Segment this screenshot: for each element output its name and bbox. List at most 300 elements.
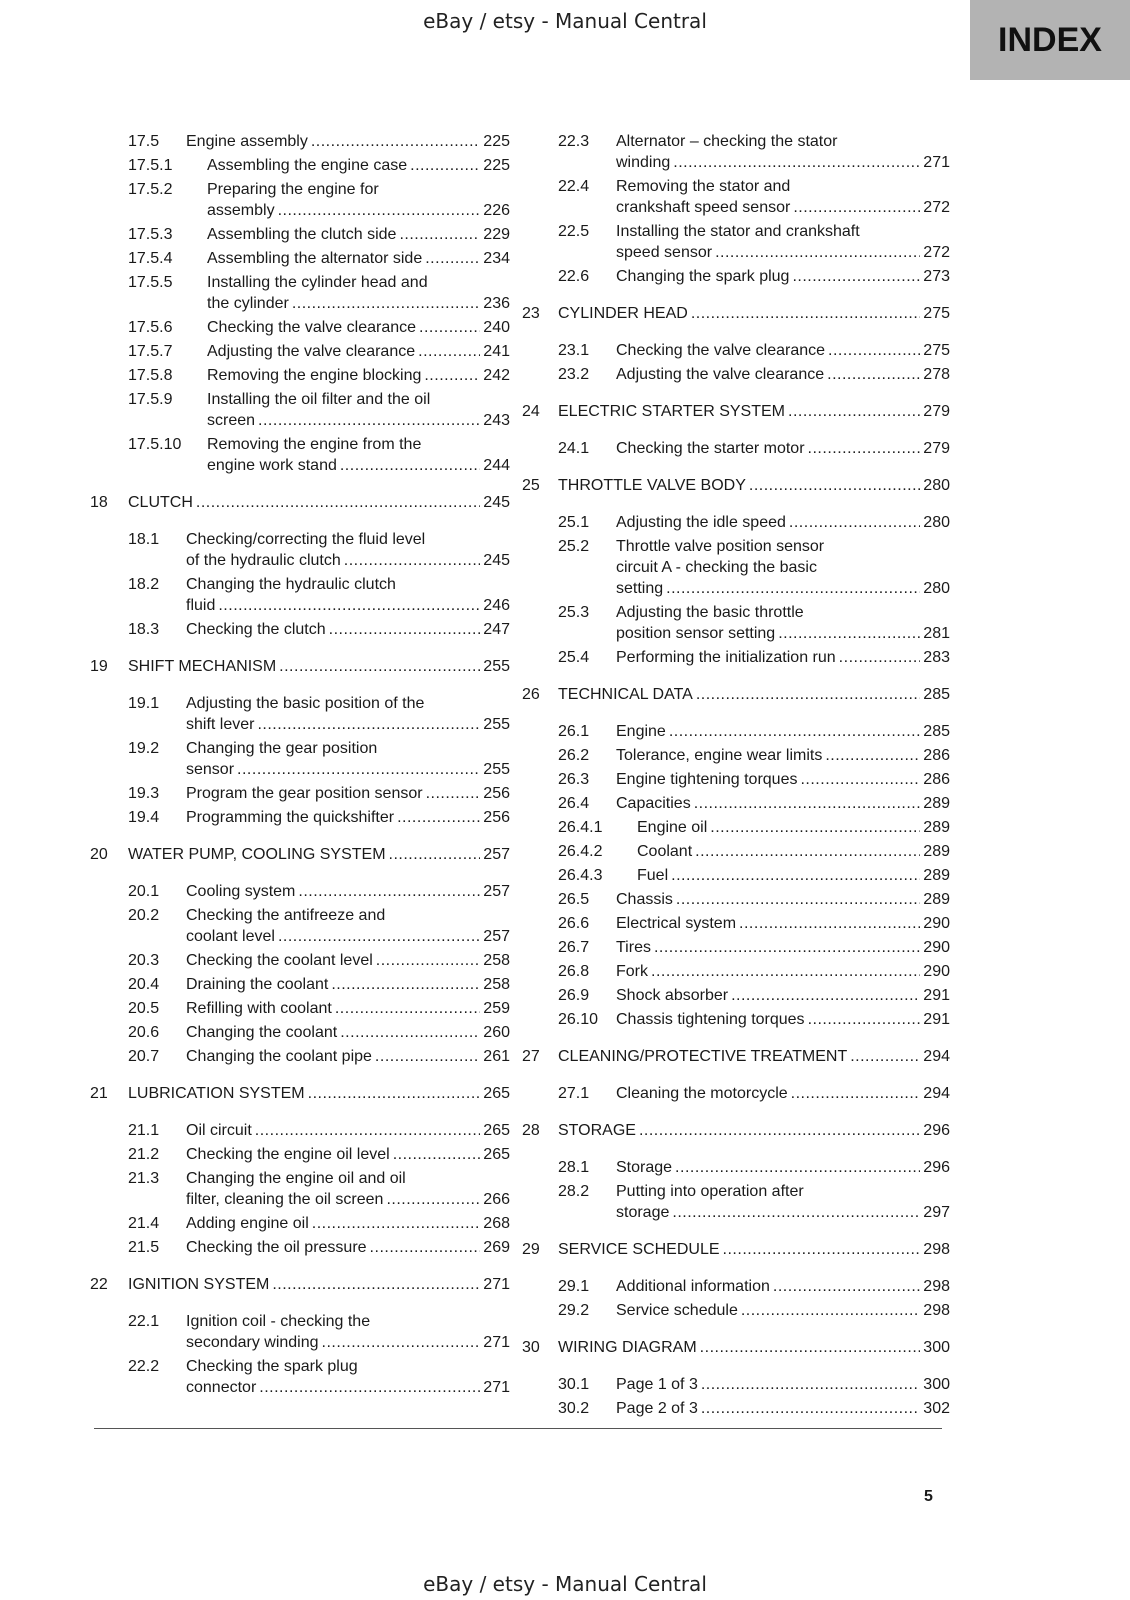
toc-entry[interactable] [90,807,510,828]
toc-entry-title: LUBRICATION SYSTEM [128,1085,305,1102]
toc-entry-page: 296 [923,1122,950,1139]
toc-entry-page: 280 [923,580,950,597]
footer-text: eBay / etsy - Manual Central [423,1572,707,1596]
toc-entry[interactable] [528,1398,950,1419]
toc-entry-number: 26.9 [558,987,590,1004]
toc-entry-page: 260 [483,1024,510,1041]
toc-entry[interactable] [90,224,510,245]
toc-entry[interactable] [522,475,950,496]
dot-leader [675,1157,920,1178]
dot-leader [701,1398,920,1419]
toc-entry-page: 285 [923,686,950,703]
toc-entry-page: 259 [483,1000,510,1017]
toc-entry[interactable] [528,889,950,910]
toc-entry-page: 256 [483,785,510,802]
toc-entry-title: Assembling the engine case [207,157,408,174]
toc-entry[interactable] [90,974,510,995]
toc-entry-number: 28 [522,1122,540,1139]
index-tab: INDEX [970,0,1130,80]
toc-entry[interactable] [90,434,510,476]
dot-leader [393,1144,481,1165]
toc-entry[interactable] [528,1083,950,1104]
toc-entry-title: STORAGE [558,1122,636,1139]
toc-entry-number: 21.2 [128,1146,160,1163]
toc-entry[interactable] [90,1022,510,1043]
dot-leader [741,1300,920,1321]
toc-entry-page: 236 [483,295,510,312]
toc-entry-page: 245 [483,494,510,511]
toc-entry[interactable] [90,365,510,386]
toc-entry-title: secondary winding [186,1334,319,1351]
toc-entry[interactable] [522,684,950,705]
toc-entry-page: 280 [923,514,950,531]
toc-entry-title: Checking the oil pressure [186,1239,367,1256]
toc-entry-title: Adjusting the basic throttle [616,604,804,621]
toc-entry[interactable] [528,176,950,218]
toc-entry-title: connector [186,1379,257,1396]
dot-leader [696,684,920,705]
toc-entry[interactable] [90,783,510,804]
toc-entry-number: 25.2 [558,538,590,555]
toc-entry-page: 255 [483,761,510,778]
toc-entry-title: Removing the engine blocking [207,367,422,384]
toc-entry-number: 30.2 [558,1400,590,1417]
toc-entry[interactable] [90,693,510,735]
toc-entry-number: 21.1 [128,1122,160,1139]
dot-leader [710,817,920,838]
toc-entry[interactable] [90,1213,510,1234]
toc-entry-title: Refilling with coolant [186,1000,332,1017]
dot-leader [279,656,480,677]
toc-entry-number: 22.5 [558,223,590,240]
dot-leader [335,998,480,1019]
toc-entry[interactable] [90,155,510,176]
dot-leader [426,783,481,804]
toc-entry[interactable] [528,1157,950,1178]
toc-entry[interactable] [528,745,950,766]
dot-leader [292,293,480,314]
dot-leader [259,1377,480,1398]
dot-leader [793,197,920,218]
dot-leader [778,623,920,644]
toc-entry-title: Shock absorber [616,987,729,1004]
toc-entry[interactable] [528,1374,950,1395]
toc-entry-title: Adding engine oil [186,1215,309,1232]
toc-entry[interactable] [90,389,510,431]
toc-entry-page: 269 [483,1239,510,1256]
toc-entry-page: 234 [483,250,510,267]
toc-entry-number: 26.10 [558,1011,599,1028]
toc-entry-number: 28.2 [558,1183,590,1200]
toc-entry-page: 225 [483,133,510,150]
toc-entry-number: 23.1 [558,342,590,359]
toc-entry[interactable] [90,317,510,338]
dot-leader [825,745,920,766]
toc-entry-number: 26.4 [558,795,590,812]
dot-leader [669,721,920,742]
toc-entry-title: TECHNICAL DATA [558,686,693,703]
dot-leader [839,647,921,668]
toc-entry-title: Engine assembly [186,133,308,150]
toc-entry-number: 26.2 [558,747,590,764]
toc-entry-number: 26.1 [558,723,590,740]
toc-entry-number: 26.5 [558,891,590,908]
toc-entry-number: 24 [522,403,540,420]
toc-entry-page: 258 [483,976,510,993]
toc-entry[interactable] [528,1009,950,1030]
toc-entry[interactable] [528,131,950,173]
toc-entry-number: 30.1 [558,1376,590,1393]
toc-entry-title: assembly [207,202,275,219]
toc-entry-title: speed sensor [616,244,713,261]
toc-entry-title: Tires [616,939,651,956]
toc-entry[interactable] [522,1239,950,1260]
toc-entry-title: Installing the cylinder head and [207,274,428,291]
toc-entry[interactable] [90,881,510,902]
toc-entry-page: 257 [483,928,510,945]
toc-entry-title: Page 2 of 3 [616,1400,698,1417]
toc-entry-number: 18.3 [128,621,160,638]
dot-leader [671,865,920,886]
toc-entry-number: 26.3 [558,771,590,788]
dot-leader [418,341,480,362]
toc-entry-page: 290 [923,963,950,980]
toc-entry-number: 20.7 [128,1048,160,1065]
toc-entry-number: 21.5 [128,1239,160,1256]
toc-entry-title: Programming the quickshifter [186,809,395,826]
toc-entry-page: 291 [923,1011,950,1028]
toc-entry-title: Chassis [616,891,673,908]
toc-entry-number: 22.2 [128,1358,160,1375]
toc-entry-page: 241 [483,343,510,360]
dot-leader [397,807,480,828]
toc-entry[interactable] [90,1083,510,1104]
toc-entry-number: 29.1 [558,1278,590,1295]
toc-entry-page: 280 [923,477,950,494]
toc-entry-title: shift lever [186,716,255,733]
toc-entry-title: SERVICE SCHEDULE [558,1241,720,1258]
toc-entry-page: 291 [923,987,950,1004]
toc-entry[interactable] [528,364,950,385]
toc-entry[interactable] [528,1181,950,1223]
toc-entry-page: 240 [483,319,510,336]
toc-entry[interactable] [90,656,510,677]
toc-entry-page: 255 [483,716,510,733]
toc-entry-number: 22.1 [128,1313,160,1330]
toc-entry-page: 286 [923,771,950,788]
toc-entry-number: 26.4.3 [558,867,603,884]
toc-entry-title: setting [616,580,664,597]
dot-leader [424,365,480,386]
toc-entry-title: Assembling the clutch side [207,226,397,243]
toc-entry-page: 283 [923,649,950,666]
toc-entry[interactable] [528,266,950,287]
dot-leader [311,131,480,152]
toc-entry[interactable] [528,512,950,533]
page-number: 5 [924,1488,933,1505]
toc-entry-number: 30 [522,1339,540,1356]
toc-entry[interactable] [90,272,510,314]
toc-entry-title: Chassis tightening torques [616,1011,805,1028]
toc-entry-number: 18 [90,494,108,511]
toc-entry-number: 17.5.8 [128,367,173,384]
toc-entry-title: Installing the stator and crankshaft [616,223,860,240]
dot-leader [666,578,920,599]
toc-entry-page: 255 [483,658,510,675]
toc-entry-title: sensor [186,761,235,778]
toc-entry-title: Page 1 of 3 [616,1376,698,1393]
dot-leader [370,1237,481,1258]
toc-entry[interactable] [528,647,950,668]
toc-entry[interactable] [90,1356,510,1398]
toc-entry-title: Engine oil [637,819,708,836]
toc-entry[interactable] [528,340,950,361]
dot-leader [376,950,481,971]
dot-leader [792,266,920,287]
toc-entry[interactable] [528,438,950,459]
toc-entry[interactable] [528,721,950,742]
dot-leader [723,1239,921,1260]
toc-entry[interactable] [528,913,950,934]
toc-entry[interactable] [90,950,510,971]
toc-entry-title: Coolant [637,843,693,860]
toc-entry-page: 298 [923,1241,950,1258]
toc-entry-number: 19 [90,658,108,675]
toc-entry-number: 17.5.10 [128,436,182,453]
toc-entry-page: 296 [923,1159,950,1176]
toc-entry-page: 271 [483,1379,510,1396]
toc-entry[interactable] [90,492,510,513]
toc-entry-title: Putting into operation after [616,1183,804,1200]
toc-entry[interactable] [528,1300,950,1321]
toc-entry[interactable] [90,341,510,362]
toc-entry[interactable] [522,1120,950,1141]
toc-entry[interactable] [528,865,950,886]
toc-entry-number: 25 [522,477,540,494]
toc-entry[interactable] [528,536,950,599]
toc-entry-page: 286 [923,747,950,764]
toc-entry-number: 20.3 [128,952,160,969]
toc-entry-number: 27.1 [558,1085,590,1102]
dot-leader [340,1022,480,1043]
toc-entry-title: coolant level [186,928,275,945]
toc-entry-title: Throttle valve position sensor [616,538,825,555]
toc-entry[interactable] [522,1046,950,1067]
toc-entry[interactable] [528,817,950,838]
toc-entry-number: 25.4 [558,649,590,666]
toc-entry[interactable] [528,985,950,1006]
toc-entry-title: position sensor setting [616,625,776,642]
toc-entry-number: 20.6 [128,1024,160,1041]
toc-entry[interactable] [522,303,950,324]
toc-entry-title: Checking the clutch [186,621,326,638]
toc-entry-page: 271 [483,1276,510,1293]
dot-leader [272,1274,480,1295]
toc-entry-number: 25.3 [558,604,590,621]
toc-entry[interactable] [90,1120,510,1141]
dot-leader [749,475,920,496]
toc-entry[interactable] [90,844,510,865]
toc-entry[interactable] [90,529,510,571]
toc-entry-page: 289 [923,843,950,860]
toc-entry-number: 17.5.6 [128,319,173,336]
toc-entry-number: 29 [522,1241,540,1258]
dot-leader [808,1009,921,1030]
toc-entry[interactable] [90,905,510,947]
toc-entry-number: 23 [522,305,540,322]
toc-entry-title: Changing the hydraulic clutch [186,576,396,593]
dot-leader [691,303,920,324]
toc-entry-title: CYLINDER HEAD [558,305,688,322]
toc-entry-page: 302 [923,1400,950,1417]
toc-entry-title: crankshaft speed sensor [616,199,791,216]
toc-entry[interactable] [528,221,950,263]
toc-entry[interactable] [528,961,950,982]
toc-entry-page: 261 [483,1048,510,1065]
toc-entry-number: 17.5.9 [128,391,173,408]
toc-entry-title: storage [616,1204,670,1221]
toc-entry[interactable] [90,1311,510,1353]
toc-entry-page: 290 [923,915,950,932]
toc-entry[interactable] [90,1274,510,1295]
dot-leader [676,889,920,910]
dot-leader [419,317,480,338]
dot-leader [278,926,480,947]
toc-entry[interactable] [90,738,510,780]
toc-entry-page: 278 [923,366,950,383]
toc-entry[interactable] [90,574,510,616]
dot-leader [386,1189,480,1210]
dot-leader [715,242,920,263]
toc-entry-title: filter, cleaning the oil screen [186,1191,384,1208]
toc-entry-number: 21 [90,1085,108,1102]
toc-entry-number: 26.4.2 [558,843,603,860]
toc-entry-page: 225 [483,157,510,174]
toc-entry-page: 243 [483,412,510,429]
toc-entry-number: 22.6 [558,268,590,285]
dot-leader [375,1046,480,1067]
toc-entry-number: 18.2 [128,576,160,593]
toc-entry[interactable] [90,131,510,152]
dot-leader [673,152,920,173]
toc-entry-number: 18.1 [128,531,160,548]
toc-entry-title: Oil circuit [186,1122,252,1139]
toc-entry-page: 279 [923,403,950,420]
toc-entry[interactable] [528,841,950,862]
dot-leader [739,913,920,934]
toc-entry-title: Cleaning the motorcycle [616,1085,788,1102]
toc-entry-number: 25.1 [558,514,590,531]
toc-entry-title: Changing the spark plug [616,268,790,285]
toc-entry-title: of the hydraulic clutch [186,552,341,569]
toc-entry[interactable] [90,619,510,640]
toc-entry-page: 300 [923,1376,950,1393]
toc-entry-page: 298 [923,1278,950,1295]
toc-entry-page: 279 [923,440,950,457]
toc-entry-title: WIRING DIAGRAM [558,1339,697,1356]
toc-entry-page: 229 [483,226,510,243]
dot-leader [399,224,480,245]
toc-entry[interactable] [90,1237,510,1258]
toc-entry[interactable] [528,937,950,958]
toc-entry-page: 271 [923,154,950,171]
toc-entry-page: 268 [483,1215,510,1232]
toc-entry-page: 246 [483,597,510,614]
toc-entry[interactable] [522,1337,950,1358]
dot-leader [322,1332,481,1353]
toc-entry-page: 265 [483,1146,510,1163]
toc-entry-title: CLUTCH [128,494,193,511]
toc-entry-page: 256 [483,809,510,826]
toc-entry[interactable] [528,793,950,814]
dot-leader [850,1046,920,1067]
header-text: eBay / etsy - Manual Central [423,9,707,33]
toc-entry-page: 289 [923,795,950,812]
toc-entry-number: 29.2 [558,1302,590,1319]
dot-leader [312,1213,481,1234]
footer-divider [94,1428,942,1429]
toc-entry-page: 271 [483,1334,510,1351]
toc-entry-number: 19.4 [128,809,160,826]
toc-entry[interactable] [90,179,510,221]
dot-leader [257,714,480,735]
toc-entry-title: screen [207,412,256,429]
dot-leader [694,793,921,814]
dot-leader [410,155,480,176]
toc-entry-title: Alternator – checking the stator [616,133,838,150]
toc-entry[interactable] [90,1168,510,1210]
toc-entry-number: 28.1 [558,1159,590,1176]
toc-entry-title: Installing the oil filter and the oil [207,391,431,408]
dot-leader [278,200,481,221]
toc-entry-number: 22 [90,1276,108,1293]
dot-leader [695,841,920,862]
toc-entry-page: 265 [483,1122,510,1139]
dot-leader [255,1120,481,1141]
toc-entry-page: 294 [923,1085,950,1102]
toc-entry-number: 17.5.1 [128,157,173,174]
toc-entry[interactable] [528,602,950,644]
toc-entry-number: 17.5.4 [128,250,173,267]
toc-entry[interactable] [90,1046,510,1067]
toc-entry-number: 27 [522,1048,540,1065]
toc-entry-title: Service schedule [616,1302,738,1319]
toc-entry-title: Preparing the engine for [207,181,379,198]
toc-entry-page: 226 [483,202,510,219]
toc-entry-title: Ignition coil - checking the [186,1313,371,1330]
dot-leader [800,769,920,790]
toc-entry-page: 242 [483,367,510,384]
toc-entry[interactable] [528,769,950,790]
toc-entry-title: Checking the valve clearance [616,342,826,359]
toc-entry-title: Adjusting the valve clearance [616,366,825,383]
toc-entry-title: Draining the coolant [186,976,329,993]
toc-entry[interactable] [90,248,510,269]
dot-leader [701,1374,920,1395]
toc-entry-title: CLEANING/PROTECTIVE TREATMENT [558,1048,848,1065]
toc-entry-title: Additional information [616,1278,770,1295]
toc-entry[interactable] [528,1276,950,1297]
dot-leader [340,455,480,476]
toc-entry-page: 265 [483,1085,510,1102]
toc-entry-title: Checking the spark plug [186,1358,358,1375]
toc-entry[interactable] [90,1144,510,1165]
toc-entry-title: Adjusting the basic position of the [186,695,425,712]
toc-entry-title: Cooling system [186,883,296,900]
toc-entry[interactable] [90,998,510,1019]
toc-entry[interactable] [522,401,950,422]
toc-entry-number: 17.5.7 [128,343,173,360]
